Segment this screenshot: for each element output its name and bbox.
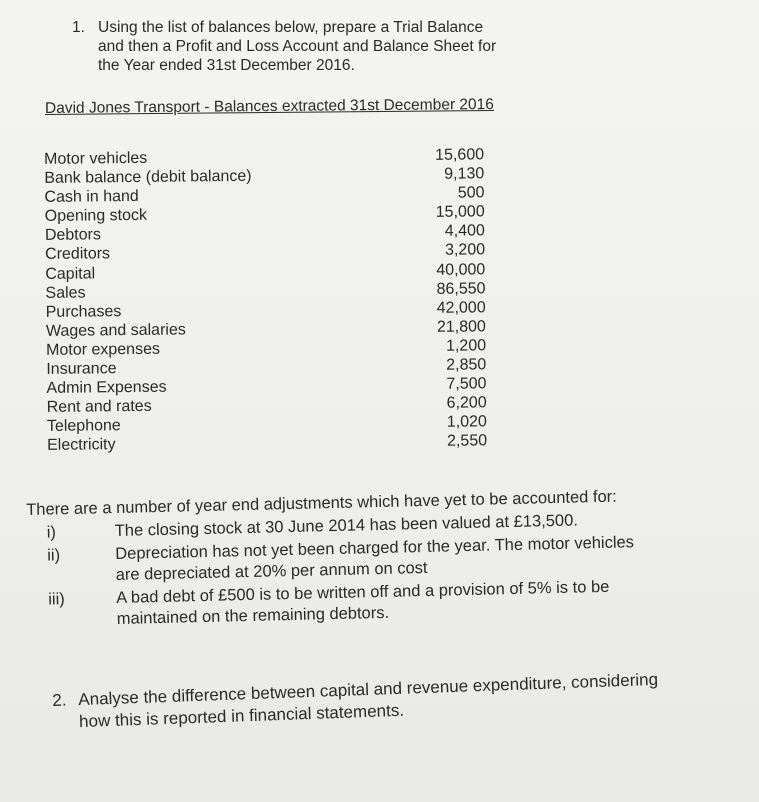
balance-label: Purchases — [45, 302, 122, 321]
balance-label: Admin Expenses — [46, 378, 167, 398]
balances-list — [36, 145, 499, 455]
adjustment-numeral: iii) — [48, 590, 65, 609]
balance-label: Electricity — [47, 436, 116, 455]
balance-label: Rent and rates — [46, 398, 152, 417]
balance-label: Opening stock — [44, 207, 148, 226]
question-2-number: 2. — [52, 690, 67, 710]
balance-amount: 6,200 — [446, 394, 487, 412]
adjustments — [26, 485, 709, 634]
balance-label: Motor expenses — [46, 340, 161, 359]
adjustment-numeral: ii) — [47, 546, 61, 565]
question-1 — [72, 18, 552, 75]
balance-amount: 15,600 — [435, 146, 485, 164]
balance-label: Capital — [45, 264, 96, 283]
adjustment-text: are depreciated at 20% per annum on cost — [115, 558, 428, 584]
balance-amount: 21,800 — [436, 318, 486, 336]
balance-amount: 1,020 — [446, 413, 487, 432]
balance-label: Bank balance (debit balance) — [44, 167, 252, 188]
balance-amount: 86,550 — [436, 279, 486, 298]
balance-label: Sales — [45, 284, 86, 302]
balance-amount: 3,200 — [444, 241, 486, 260]
adjustment-text: The closing stock at 30 June 2014 has been valued at £13,500. — [114, 511, 579, 540]
balance-label: Wages and salaries — [45, 321, 186, 340]
adjustments-intro: There are a number of year end adjustments which have yet to be accounted for: — [26, 487, 617, 519]
balance-label: Debtors — [44, 226, 102, 245]
adjustment-numeral: i) — [46, 523, 57, 542]
balances-heading: David Jones Transport - Balances extracted 31st December 2016 — [44, 96, 494, 117]
question-2 — [52, 667, 713, 734]
question-1-line: and then a Profit and Loss Account and Balance Sheet for — [98, 38, 497, 55]
balance-amount: 7,500 — [446, 375, 487, 393]
balance-amount: 2,550 — [446, 432, 488, 451]
question-2-line: how this is reported in financial statements. — [78, 700, 405, 732]
balance-amount: 15,000 — [435, 203, 485, 222]
question-2-line: Analyse the difference between capital and revenue expenditure, considering — [78, 669, 659, 710]
balance-amount: 500 — [457, 184, 485, 202]
balance-label: Telephone — [46, 417, 121, 436]
balance-amount: 42,000 — [436, 299, 486, 317]
balance-amount: 4,400 — [444, 222, 485, 241]
question-1-line: the Year ended 31st December 2016. — [98, 57, 355, 74]
balance-row — [39, 432, 499, 456]
balance-label: Motor vehicles — [44, 149, 148, 168]
balance-amount: 2,850 — [446, 356, 487, 374]
balance-amount: 1,200 — [445, 337, 487, 355]
question-1-number: 1. — [72, 19, 85, 36]
balance-amount: 40,000 — [436, 260, 486, 279]
adjustment-text: A bad debt of £500 is to be written off and a provision of 5% is to be — [116, 577, 610, 607]
question-1-line: Using the list of balances below, prepare a Trial Balance — [98, 19, 484, 36]
balance-label: Insurance — [46, 360, 117, 378]
balance-label: Cash in hand — [44, 188, 139, 207]
adjustment-text: Depreciation has not yet been charged for the year. The motor vehicles — [115, 533, 635, 563]
adjustment-text: maintained on the remaining debtors. — [116, 603, 390, 628]
balance-label: Creditors — [45, 245, 111, 264]
balance-amount: 9,130 — [444, 165, 485, 183]
